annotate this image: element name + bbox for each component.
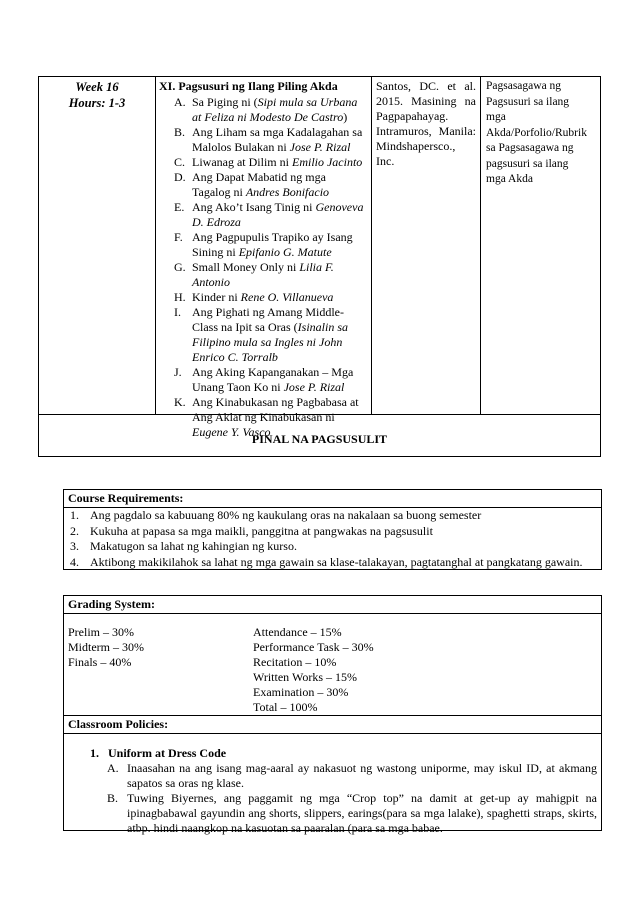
topic-letter: B. bbox=[174, 125, 186, 139]
topic-text: Sa Piging ni ( bbox=[192, 95, 258, 109]
topic-item bbox=[172, 170, 367, 200]
hours-label: Hours: 1-3 bbox=[68, 96, 126, 110]
policy-section-title bbox=[90, 746, 226, 761]
topic-letter: J. bbox=[174, 365, 182, 379]
grading-heading: Grading System: bbox=[68, 597, 155, 611]
policy-item bbox=[107, 761, 597, 791]
column-divider bbox=[480, 77, 481, 414]
reference-line: 2015. Masining na bbox=[376, 94, 476, 108]
row-divider bbox=[64, 733, 601, 734]
requirement-item bbox=[64, 539, 599, 555]
topic-item bbox=[172, 305, 367, 365]
topic-letter: C. bbox=[174, 155, 186, 169]
reference-line: Pagpapahayag. bbox=[376, 109, 449, 123]
week-cell bbox=[39, 79, 155, 111]
topic-text: Ang Aking Kapanganakan – Mga Unang Taon Ko ni bbox=[192, 365, 354, 394]
requirement-text: Ang pagdalo sa kabuuang 80% ng kaukulang oras na nakalaan sa buong semester bbox=[90, 508, 482, 522]
topic-text: Ang Ako’t Isang Tinig ni bbox=[192, 200, 316, 214]
topic-item bbox=[172, 200, 367, 230]
component-weight: Recitation – 10% bbox=[253, 655, 337, 669]
topic-text: Ang Dapat Mabatid ng mga Tagalog ni bbox=[192, 170, 326, 199]
policies-heading: Classroom Policies: bbox=[68, 717, 169, 731]
topic-letter: A. bbox=[174, 95, 186, 109]
activity-line: mga Akda bbox=[486, 173, 533, 185]
topic-author: Emilio Jacinto bbox=[291, 155, 363, 169]
reference-line: Mindshapersco., Inc. bbox=[376, 139, 456, 168]
topic-author: Jose P. Rizal bbox=[289, 140, 351, 154]
topic-author: Epifanio G. Matute bbox=[238, 245, 332, 259]
policy-list bbox=[107, 761, 597, 836]
component-weights bbox=[253, 625, 374, 715]
topic-item bbox=[172, 95, 367, 125]
row-divider bbox=[64, 613, 601, 614]
requirements-list bbox=[64, 508, 599, 570]
row-divider bbox=[64, 715, 601, 716]
requirement-number: 4. bbox=[70, 554, 79, 569]
topic-author: Rene O. Villanueva bbox=[240, 290, 334, 304]
requirement-text: Aktibong makikilahok sa lahat ng mga gawain sa klase-talakayan, pagtatanghal at pangkatang gawain. bbox=[90, 554, 583, 569]
requirement-item bbox=[64, 555, 599, 571]
requirement-number: 1. bbox=[70, 508, 79, 522]
topic-letter: F. bbox=[174, 230, 183, 244]
policy-item bbox=[107, 791, 597, 836]
topic-letter: I. bbox=[174, 305, 181, 319]
reference-line: Intramuros, Manila: bbox=[376, 124, 476, 138]
activity-line: Pagsusuri sa ilang bbox=[486, 95, 570, 108]
term-weights bbox=[68, 625, 144, 670]
grading-table bbox=[63, 595, 602, 835]
topic-author: Isinalin sa Filipino mula sa Ingles ni John Enrico C. Torralb bbox=[192, 320, 348, 364]
topic-letter: D. bbox=[174, 170, 186, 184]
policy-letter: B. bbox=[107, 791, 119, 805]
topic-item bbox=[172, 230, 367, 260]
topic-author: Genoveva D. Edroza bbox=[192, 200, 364, 229]
topic-cell bbox=[159, 79, 367, 440]
topic-letter: G. bbox=[174, 260, 186, 274]
requirement-item bbox=[64, 508, 599, 524]
week-table bbox=[38, 76, 601, 457]
requirement-text: Kukuha at papasa sa mga maikli, panggitna at pangwakas na pagsusulit bbox=[90, 523, 433, 538]
term-weight: Prelim – 30% bbox=[68, 625, 134, 639]
topic-tail: ) bbox=[343, 110, 348, 124]
requirement-number: 3. bbox=[70, 539, 79, 553]
topic-title: XI. Pagsusuri ng Ilang Piling Akda bbox=[159, 79, 338, 93]
topic-item bbox=[172, 125, 367, 155]
activity-line: Pagsasagawa ng bbox=[486, 80, 562, 92]
topic-item bbox=[172, 290, 367, 305]
component-weight: Attendance – 15% bbox=[253, 625, 342, 639]
topic-author: Andres Bonifacio bbox=[245, 185, 330, 199]
policy-text: Inaasahan na ang isang mag-aaral ay nakasuot ng wastong uniporme, may iskul ID, at akmang sapatos sa oras ng klase. bbox=[127, 761, 597, 790]
week-label: Week 16 bbox=[75, 80, 119, 94]
topic-text: Ang Pagpupulis Trapiko ay Isang Sining ni bbox=[192, 230, 353, 259]
component-weight: Performance Task – 30% bbox=[253, 640, 374, 654]
topic-item bbox=[172, 260, 367, 290]
topic-item bbox=[172, 365, 367, 395]
topic-author: Lilia F. Antonio bbox=[192, 260, 334, 289]
topic-text: Ang Kinabukasan ng Pagbabasa at Ang Aklat ng Kinabukasan ni bbox=[192, 395, 359, 424]
topic-author: Eugene Y. Vasco bbox=[192, 425, 271, 439]
policy-letter: A. bbox=[107, 761, 119, 775]
column-divider bbox=[155, 77, 156, 414]
requirement-number: 2. bbox=[70, 523, 79, 538]
topic-letter: H. bbox=[174, 290, 186, 304]
topic-list bbox=[172, 95, 367, 440]
component-weight: Total – 100% bbox=[253, 700, 318, 714]
topic-letter: E. bbox=[174, 200, 185, 214]
requirement-text: Makatugon sa lahat ng kahingian ng kurso. bbox=[90, 539, 297, 553]
term-weight: Midterm – 30% bbox=[68, 640, 144, 654]
reference-cell bbox=[376, 79, 476, 169]
activity-line: mga bbox=[486, 111, 506, 123]
requirement-item bbox=[64, 524, 599, 540]
component-weight: Examination – 30% bbox=[253, 685, 349, 699]
policy-section-label: Uniform at Dress Code bbox=[108, 746, 227, 760]
topic-text: Liwanag at Dilim ni bbox=[192, 155, 292, 169]
topic-author: Jose P. Rizal bbox=[283, 380, 345, 394]
policy-text: Tuwing Biyernes, ang paggamit ng mga “Crop top” na damit at get-up ay mahigpit na ipinagbabawal gayundin ang shorts, slippers, earings(para sa mga lalake), spaghetti straps, skirts, atbp. hindi naangkop na kasuotan sa paaralan (para sa mga babae. bbox=[127, 791, 597, 835]
component-weight: Written Works – 15% bbox=[253, 670, 357, 684]
topic-letter: K. bbox=[174, 395, 186, 409]
topic-item bbox=[172, 155, 367, 170]
topic-author: Sipi mula sa Urbana at Feliza ni Modesto De Castro bbox=[192, 95, 358, 124]
term-weight: Finals – 40% bbox=[68, 655, 132, 669]
topic-text: Ang Liham sa mga Kadalagahan sa Malolos Bulakan ni bbox=[192, 125, 363, 154]
requirements-table bbox=[63, 489, 602, 570]
reference-line: Santos, DC. et al. bbox=[376, 79, 476, 93]
activity-line: Akda/Porfolio/Rubrik bbox=[486, 126, 587, 139]
activity-line: pagsusuri sa ilang bbox=[486, 157, 569, 170]
requirements-heading: Course Requirements: bbox=[68, 491, 184, 505]
final-exam-label: PINAL NA PAGSUSULIT bbox=[251, 432, 388, 446]
topic-text: Ang Pighati ng Amang Middle-Class na Ipit sa Oras ( bbox=[192, 305, 344, 334]
policy-section-num: 1. bbox=[90, 746, 99, 760]
column-divider bbox=[371, 77, 372, 414]
topic-text: Small Money Only ni bbox=[192, 260, 300, 274]
activity-line: sa Pagsasagawa ng bbox=[486, 142, 574, 154]
topic-text: Kinder ni bbox=[192, 290, 241, 304]
activity-cell bbox=[486, 79, 598, 188]
